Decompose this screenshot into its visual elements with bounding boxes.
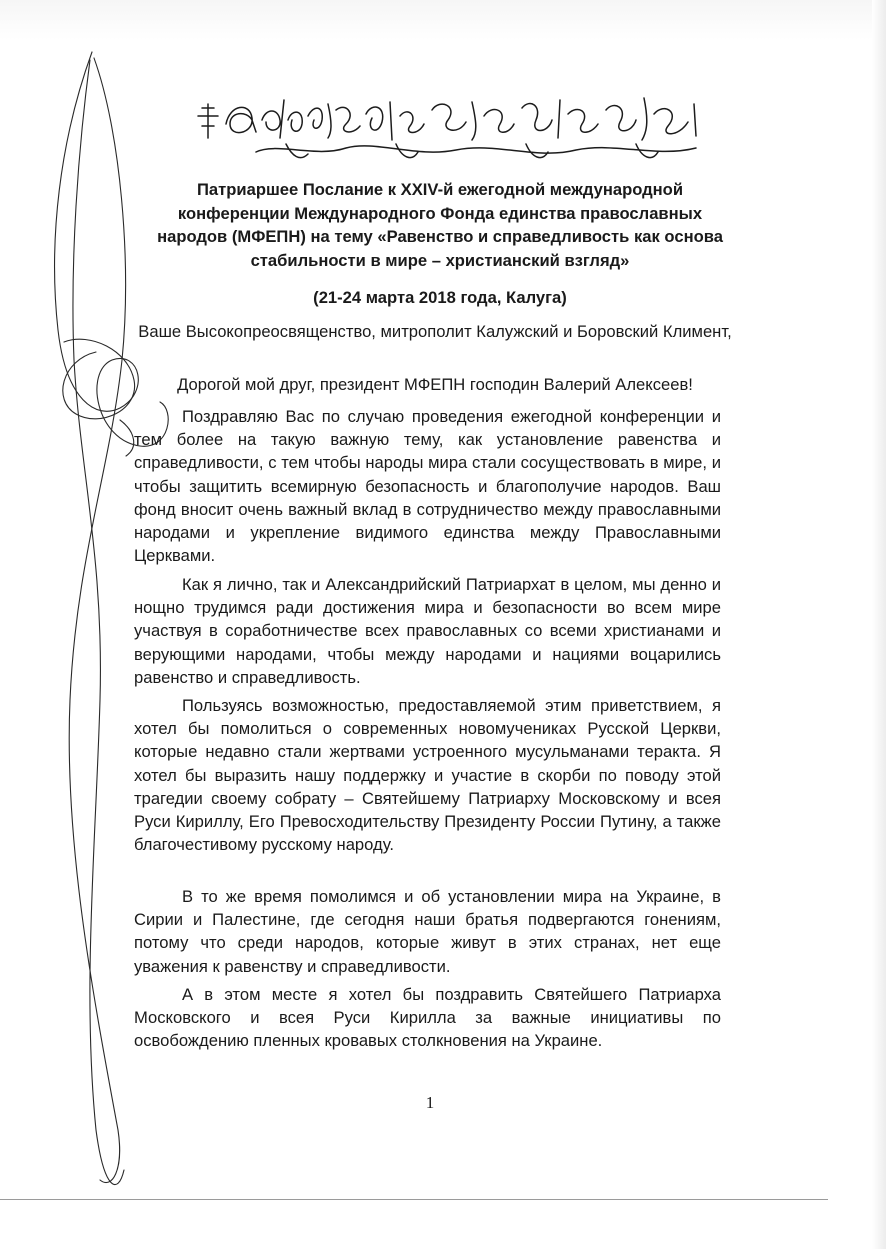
body-paragraph: Как я лично, так и Александрийский Патриархат в целом, мы денно и нощно трудимся ради достижения мира и безопасности во всем мире участвуя в соработничестве всех православных со всеми христианами и верующими народами, чтобы между народами и нациями воцарились равенство и справедливость.: [134, 575, 721, 687]
handwritten-greek-heading: [196, 80, 716, 170]
scan-right-edge: [872, 0, 886, 1249]
body-paragraph: В то же время помолимся и об установлении мира на Украине, в Сирии и Палестине, где сегодня наши братья подвергаются гонениям, потому что среди народов, которые живут в этих странах, нет еще уважения к равенству и справедливости.: [134, 887, 721, 976]
date-place-line: (21-24 марта 2018 года, Калуга): [313, 288, 567, 307]
document-title: Патриаршее Послание к XXIV-й ежегодной международной конференции Международного Фонда единства православных народов (МФЕПН) на тему «Равенство и справедливость как основа стабильности в мире – христианский взгляд»: [157, 180, 723, 270]
addressee-metropolitan: Ваше Высокопреосвященство, митрополит Калужский и Боровский Климент,: [138, 322, 732, 341]
page-bottom-divider: [0, 1199, 828, 1200]
page-number: 1: [425, 1093, 435, 1112]
body-paragraph: Пользуясь возможностью, предоставляемой этим приветствием, я хотел бы помолиться о современных новомучениках Русской Церкви, которые недавно стали жертвами устроенного мусульманами теракта. Я хотел бы выразить нашу поддержку и участие в скорби по поводу этой трагедии своему собрату – Святейшему Патриарху Московскому и всея Руси Кириллу, Его Превосходительству Президенту России Путину, а также благочестивому русскому народу.: [134, 696, 721, 855]
body-paragraph: Поздравляю Вас по случаю проведения ежегодной конференции и тем более на такую важную тему, как установление равенства и справедливости, с тем чтобы народы мира стали сосуществовать в мире, и чтобы защитить всемирную безопасность и благополучие народов. Ваш фонд вносит очень важный вклад в сотрудничество между православными народами и укрепление видимого единства между Православными Церквами.: [134, 407, 721, 566]
addressee-president: Дорогой мой друг, президент МФЕПН господин Валерий Алексеев!: [177, 375, 693, 394]
scan-top-edge: [0, 0, 886, 40]
body-paragraph: А в этом месте я хотел бы поздравить Святейшего Патриарха Московского и всея Руси Кирилла за важные инициативы по освобождению пленных кровавых столкновения на Украине.: [134, 985, 721, 1051]
